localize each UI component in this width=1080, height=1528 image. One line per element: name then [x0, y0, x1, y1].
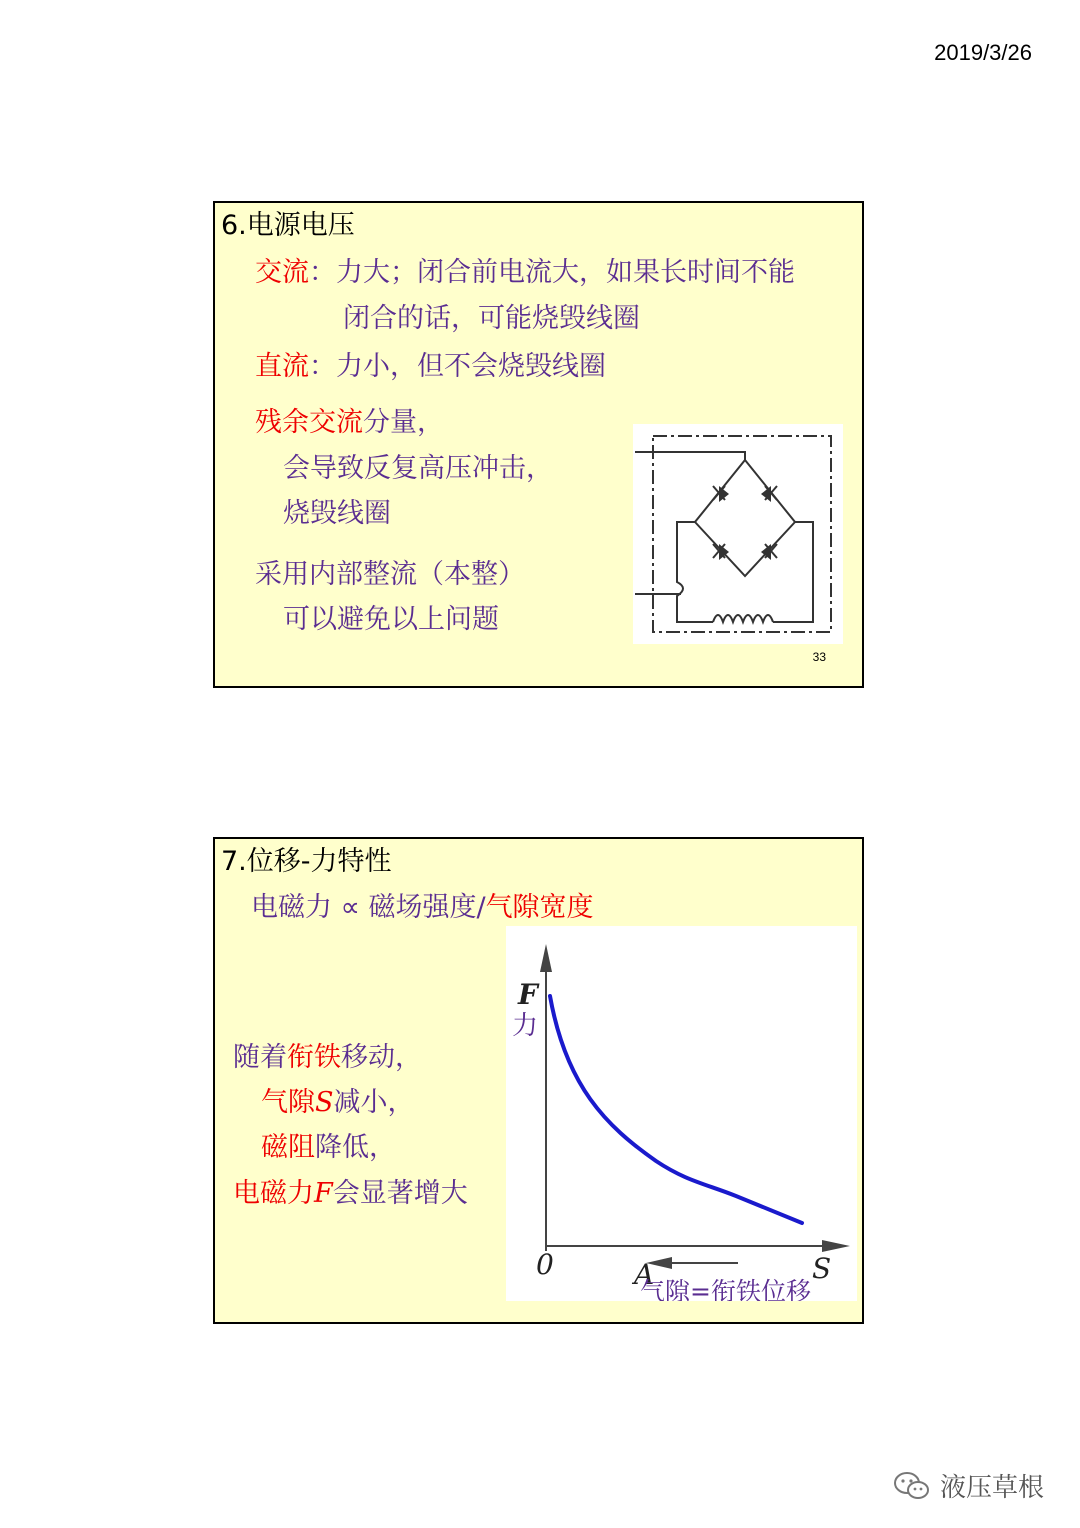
bridge-diamond [695, 460, 795, 576]
bullet2-b: 减小， [333, 1087, 415, 1118]
residual-line [255, 406, 444, 440]
slide1-title: 6.电源电压 [221, 210, 355, 241]
bridge-rectifier-svg [633, 424, 843, 644]
ac-text: ：力大；闭合前电流大，如果长时间不能 [309, 257, 795, 288]
residual-label: 残余交流 [255, 407, 363, 438]
dc-label: 直流 [255, 351, 309, 382]
residual-line-2: 会导致反复高压冲击， [283, 453, 553, 484]
x-axis-symbol: S [812, 1252, 832, 1285]
bullet-reluctance [261, 1131, 396, 1165]
watermark [892, 1467, 1044, 1504]
page-date: 2019/3/26 [934, 40, 1032, 65]
residual-line-3: 烧毁线圈 [283, 498, 391, 529]
watermark-text: 液压草根 [939, 1473, 1044, 1503]
wechat-icon [892, 1469, 932, 1503]
bullet1-a: 随着 [233, 1042, 287, 1073]
bullet3-a: 磁阻 [261, 1132, 315, 1163]
bullet4-b: 会显著增大 [332, 1178, 468, 1209]
enclosure-outline [653, 436, 831, 632]
slide-power-voltage [213, 201, 864, 688]
x-axis-arrow [822, 1240, 850, 1252]
formula-part-b: 气隙宽度 [485, 892, 594, 923]
coil [713, 615, 773, 622]
force-displacement-chart [506, 926, 857, 1301]
slide2-title: 7.位移-力特性 [221, 846, 392, 877]
bullet-force [233, 1177, 468, 1211]
y-axis-symbol: F [518, 978, 538, 1011]
bullet-armature [233, 1041, 422, 1075]
bullet1-b: 衔铁 [287, 1042, 341, 1073]
force-chart-svg [506, 926, 857, 1301]
bullet4-f: F [314, 1178, 333, 1209]
rectify-line-1: 采用内部整流（本整） [255, 559, 525, 590]
bullet3-b: 降低， [315, 1132, 396, 1163]
bridge-rectifier-diagram [633, 424, 843, 644]
bullet1-c: 移动， [341, 1042, 422, 1073]
y-axis-label: 力 [512, 1011, 539, 1041]
dc-line [255, 350, 606, 384]
rectify-line-2: 可以避免以上问题 [283, 604, 499, 635]
slide1-page-number: 33 [812, 650, 826, 664]
residual-text: 分量， [363, 407, 444, 438]
origin-label: 0 [536, 1248, 554, 1281]
bullet2-s: S [315, 1087, 334, 1118]
y-axis-arrow [540, 944, 552, 972]
a-label: A [634, 1258, 655, 1291]
bullet4-a: 电磁力 [233, 1178, 314, 1209]
ac-line-2: 闭合的话，可能烧毁线圈 [343, 303, 640, 334]
formula-line [251, 891, 594, 925]
bullet-air-gap [261, 1086, 415, 1120]
dc-text: ：力小，但不会烧毁线圈 [309, 351, 606, 382]
x-axis-caption: 气隙=衔铁位移 [640, 1277, 811, 1301]
right-wire [773, 522, 813, 622]
formula-part-a: 电磁力 ∝ 磁场强度/ [251, 892, 486, 923]
input-lead-top [635, 452, 745, 460]
ac-line [255, 256, 795, 290]
force-curve [550, 996, 802, 1223]
ac-label: 交流 [255, 257, 309, 288]
slide-displacement-force [213, 837, 864, 1324]
bullet2-a: 气隙 [261, 1087, 315, 1118]
